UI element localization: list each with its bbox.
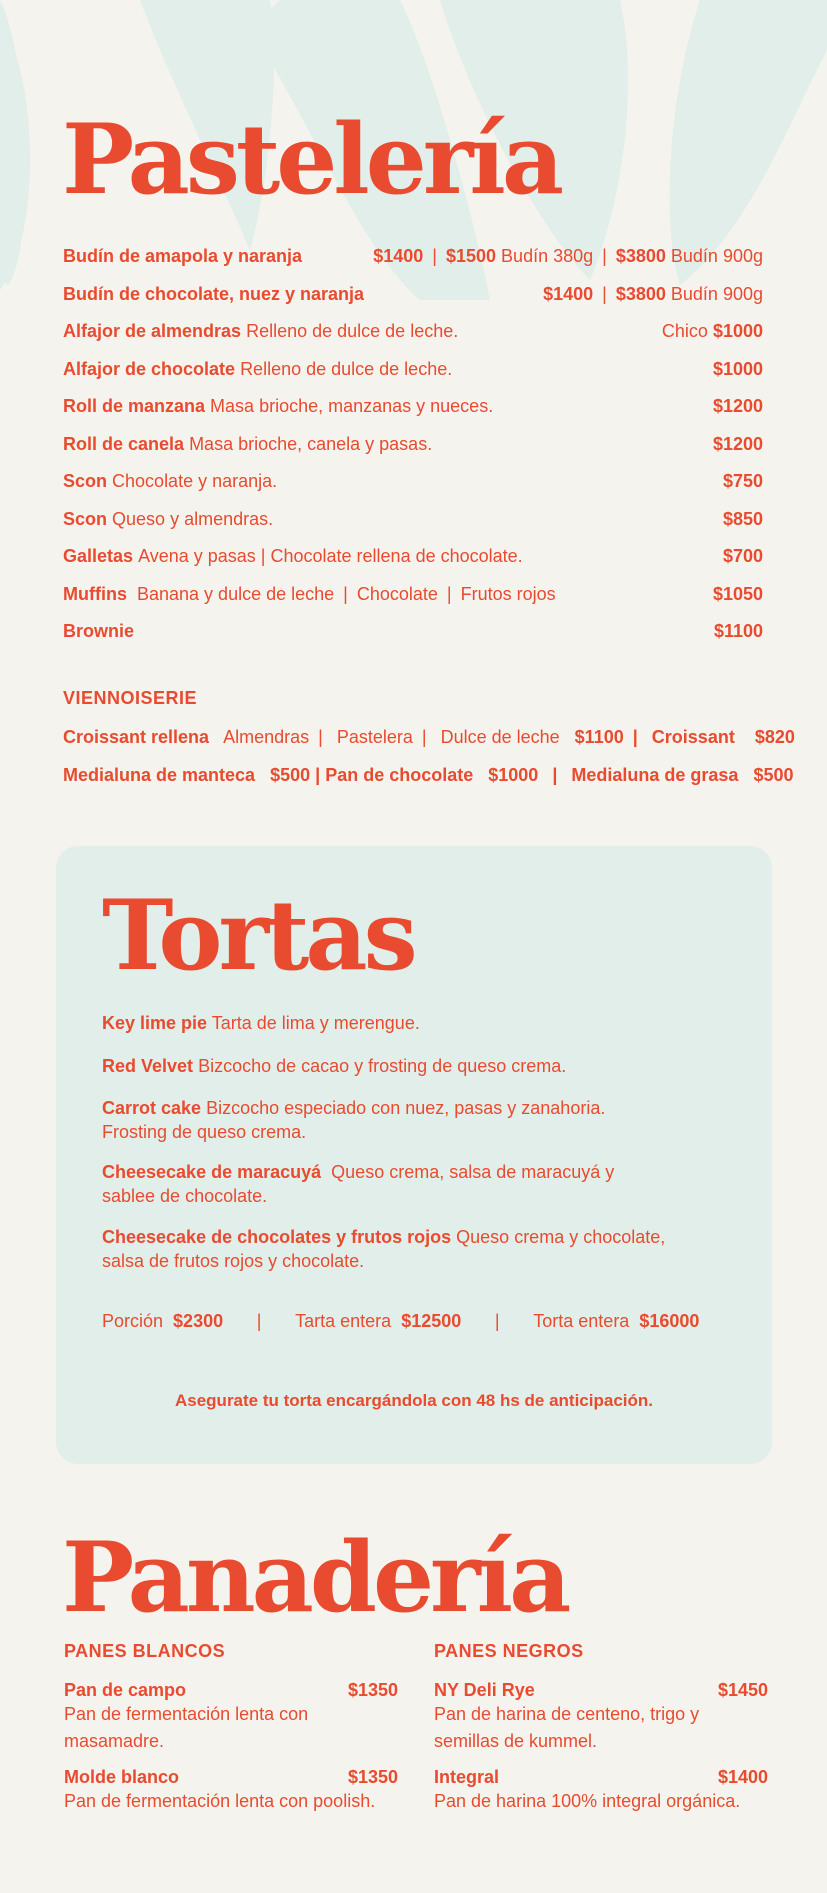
item-desc: semillas de kummel.	[434, 1731, 598, 1751]
item-name: Alfajor de chocolate	[63, 358, 236, 379]
bread-item	[434, 1767, 768, 1815]
panes-blancos-column	[64, 1641, 398, 1815]
item-desc: Pan de harina de centeno, trigo y	[434, 1704, 700, 1724]
item-desc: Bizcocho especiado con nuez, pasas y zanahoria.	[206, 1098, 606, 1118]
menu-item	[63, 468, 763, 494]
torta-item	[102, 1096, 682, 1144]
viennoiserie-line-1: Croissant rellena Almendras | Pastelera | Dulce de leche $1100 | Croissant $820	[63, 727, 795, 747]
price-value: $2300	[173, 1311, 224, 1331]
item-desc: Masa brioche, canela y pasas.	[189, 433, 433, 454]
item-price: $3800	[615, 245, 666, 266]
item-desc: Pan de fermentación lenta con	[64, 1704, 309, 1724]
item-price: $1100	[713, 620, 763, 641]
item-desc: masamadre.	[64, 1731, 165, 1751]
item-price: $850	[722, 508, 763, 529]
menu-item: Budín de amapola y naranja $1400 | $1500 Budín 380g | $3800 Budín 900g	[63, 245, 763, 266]
item-option: Chocolate	[356, 583, 438, 604]
panaderia-title: Panadería	[62, 1521, 568, 1634]
item-name: Molde blanco	[64, 1767, 180, 1787]
item-desc: Pan de fermentación lenta con poolish.	[64, 1791, 376, 1811]
item-desc: Tarta de lima y merengue.	[211, 1013, 420, 1033]
item-price: $1500	[445, 245, 497, 266]
item-desc: Frosting de queso crema.	[102, 1122, 307, 1142]
tortas-title: Tortas	[102, 879, 414, 992]
item-desc: salsa de frutos rojos y chocolate.	[102, 1251, 365, 1271]
item-name: Budín de amapola y naranja	[63, 245, 303, 266]
menu-item	[63, 318, 763, 344]
item-name: Red Velvet	[102, 1056, 194, 1076]
price-value: $16000	[639, 1311, 700, 1331]
item-price: $1100	[574, 727, 624, 747]
price-label: Porción	[102, 1311, 164, 1331]
tortas-prices: Porción $2300 | Tarta entera $12500 | Torta entera $16000	[102, 1311, 700, 1331]
item-desc: Queso crema, salsa de maracuyá y	[331, 1162, 615, 1182]
item-name: Alfajor de almendras	[63, 320, 242, 341]
torta-item	[102, 1054, 682, 1078]
item-price: $500	[753, 765, 794, 785]
item-name: Croissant rellena	[63, 727, 210, 747]
item-name: Pan de campo	[64, 1680, 187, 1700]
item-name: Key lime pie	[102, 1013, 208, 1033]
item-name: Galletas	[63, 545, 134, 566]
item-desc: Masa brioche, manzanas y nueces.	[210, 395, 494, 416]
item-desc: Relleno de dulce de leche.	[246, 320, 459, 341]
item-name: Carrot cake	[102, 1098, 202, 1118]
price-value: $12500	[401, 1311, 462, 1331]
item-price: $1000	[712, 320, 763, 341]
menu-item: Budín de chocolate, nuez y naranja $1400 | $3800 Budín 900g	[63, 283, 763, 304]
item-name: Scon	[63, 470, 108, 491]
item-price: $1050	[712, 583, 763, 604]
item-name: NY Deli Rye	[434, 1680, 535, 1700]
panes-blancos-label: PANES BLANCOS	[64, 1641, 226, 1661]
item-price: $500	[270, 765, 311, 785]
menu-item	[63, 356, 763, 382]
menu-item	[63, 543, 763, 569]
price-label: Tarta entera	[295, 1311, 392, 1331]
item-option: Almendras	[223, 727, 310, 747]
item-price: $1000	[712, 358, 763, 379]
item-desc: Chocolate y naranja.	[112, 470, 278, 491]
item-price: $750	[722, 470, 763, 491]
panes-negros-column	[434, 1641, 768, 1815]
item-price: $820	[754, 727, 795, 747]
torta-item	[102, 1011, 682, 1035]
item-option: Dulce de leche	[440, 727, 560, 747]
price-label: Torta entera	[533, 1311, 630, 1331]
bread-item	[434, 1680, 768, 1755]
item-price: $3800	[615, 283, 666, 304]
torta-item	[102, 1160, 682, 1208]
menu-item	[63, 506, 763, 532]
item-name: Scon	[63, 508, 108, 529]
panes-negros-label: PANES NEGROS	[434, 1641, 584, 1661]
item-size: Budín 380g	[501, 245, 594, 266]
item-name: Budín de chocolate, nuez y naranja	[63, 283, 365, 304]
item-option: Pastelera	[336, 727, 413, 747]
item-option: Frutos rojos	[460, 583, 556, 604]
item-price: $1200	[712, 395, 763, 416]
item-price: $1350	[347, 1767, 398, 1787]
item-name: Medialuna de grasa	[571, 765, 739, 785]
viennoiserie-line-2: Medialuna de manteca $500 | Pan de chocolate $1000 | Medialuna de grasa $500	[63, 765, 794, 785]
menu-item	[63, 393, 763, 419]
item-size: Budín 900g	[670, 283, 763, 304]
item-name: Muffins	[63, 583, 127, 604]
item-name: Medialuna de manteca	[63, 765, 256, 785]
item-price: $1400	[373, 245, 424, 266]
viennoiserie-label: VIENNOISERIE	[63, 688, 198, 708]
item-desc: sablee de chocolate.	[102, 1186, 268, 1206]
item-name: Cheesecake de chocolates y frutos rojos	[102, 1227, 452, 1247]
item-price: $1000	[488, 765, 539, 785]
item-price: $1400	[717, 1767, 768, 1787]
item-price: $1200	[712, 433, 763, 454]
item-price: $1350	[347, 1680, 398, 1700]
item-desc: Queso crema y chocolate,	[456, 1227, 666, 1247]
menu-item	[63, 618, 763, 644]
item-name: Roll de manzana	[63, 395, 206, 416]
menu-item	[63, 431, 763, 457]
item-desc: Pan de harina 100% integral orgánica.	[434, 1791, 741, 1811]
pasteleria-title: Pastelería	[62, 103, 561, 216]
menu-item: Muffins Banana y dulce de leche | Chocolate | Frutos rojos $1050	[63, 583, 763, 604]
tortas-note: Asegurate tu torta encargándola con 48 hs de anticipación.	[174, 1391, 653, 1410]
item-price: $700	[722, 545, 763, 566]
item-desc: Relleno de dulce de leche.	[240, 358, 453, 379]
bread-item	[64, 1767, 398, 1815]
item-name: Pan de chocolate	[325, 765, 474, 785]
torta-item	[102, 1225, 682, 1273]
item-name: Cheesecake de maracuyá	[102, 1162, 322, 1182]
item-desc: Bizcocho de cacao y frosting de queso crema.	[198, 1056, 567, 1076]
item-price: $1450	[717, 1680, 768, 1700]
item-price: $1400	[543, 283, 594, 304]
item-size: Budín 900g	[670, 245, 763, 266]
item-option: Banana y dulce de leche	[137, 583, 335, 604]
item-name: Croissant	[651, 727, 735, 747]
item-name: Integral	[434, 1767, 500, 1787]
item-desc: Queso y almendras.	[112, 508, 274, 529]
item-name: Brownie	[63, 620, 135, 641]
item-size: Chico	[661, 320, 708, 341]
bread-item	[64, 1680, 398, 1755]
item-name: Roll de canela	[63, 433, 185, 454]
item-desc: Avena y pasas | Chocolate rellena de chocolate.	[138, 545, 523, 566]
